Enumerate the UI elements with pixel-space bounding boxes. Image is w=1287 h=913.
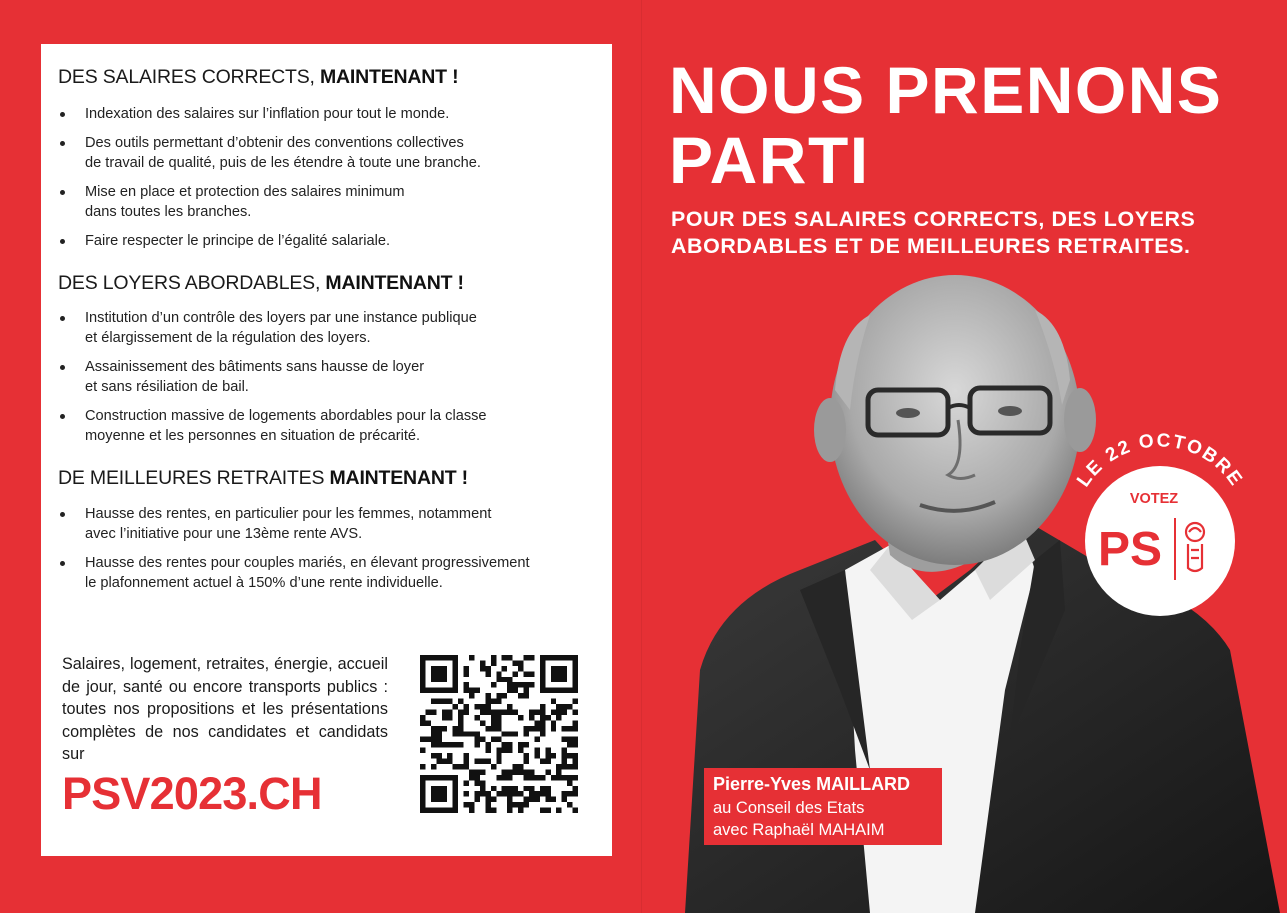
- candidate-name: Pierre-Yves MAILLARD: [713, 774, 911, 794]
- bullet-item: Institution d’un contrôle des loyers par une instance publique et élargissement de la régulation des loyers.: [58, 308, 588, 348]
- candidate-running-mate: avec Raphaël MAHAIM: [713, 821, 885, 839]
- candidate-role: au Conseil des Etats: [713, 799, 865, 817]
- bullet-item: Assainissement des bâtiments sans hausse de loyer et sans résiliation de bail.: [58, 357, 588, 397]
- bullet-item: Hausse des rentes, en particulier pour les femmes, notamment avec l’initiative pour une 13ème rente AVS.: [58, 504, 588, 544]
- headline: NOUS PRENONS PARTI: [669, 53, 1223, 197]
- bullet-item: Mise en place et protection des salaires minimum dans toutes les branches.: [58, 182, 588, 222]
- bullet-item: Indexation des salaires sur l’inflation pour tout le monde.: [58, 104, 588, 124]
- section-heading-loyers: DES LOYERS ABORDABLES, MAINTENANT !: [58, 272, 464, 294]
- bullet-item: Des outils permettant d’obtenir des conventions collectives de travail de qualité, puis de les étendre à toute une branche.: [58, 133, 588, 173]
- section-heading-salaires: DES SALAIRES CORRECTS, MAINTENANT !: [58, 66, 459, 88]
- badge-vote-text: VOTEZ: [1129, 491, 1179, 507]
- badge-party-text: PS: [1097, 523, 1163, 576]
- candidate-caption: [704, 768, 942, 845]
- info-paragraph: Salaires, logement, retraites, énergie, accueil de jour, santé ou encore transports publics : toutes nos propositions et les présentations complètes de nos candidates et candidats sur: [62, 655, 388, 764]
- section-heading-retraites: DE MEILLEURES RETRAITES MAINTENANT !: [58, 467, 468, 489]
- badge-arc-text: LE 22 OCTOBRE: [1073, 430, 1247, 491]
- bullet-list-loyers: [58, 308, 588, 455]
- qr-code[interactable]: [420, 655, 578, 813]
- subheadline: POUR DES SALAIRES CORRECTS, DES LOYERS ABORDABLES ET DE MEILLEURES RETRAITES.: [671, 207, 1196, 258]
- bullet-item: Faire respecter le principe de l’égalité salariale.: [58, 231, 588, 251]
- bullet-list-salaires: [58, 104, 588, 260]
- bullet-list-retraites: [58, 504, 588, 602]
- bullet-item: Construction massive de logements abordables pour la classe moyenne et les personnes en situation de précarité.: [58, 406, 588, 446]
- bullet-item: Hausse des rentes pour couples mariés, en élevant progressivement le plafonnement actuel à 150% d’une rente individuelle.: [58, 553, 588, 593]
- website-link[interactable]: PSV2023.CH: [62, 768, 322, 819]
- program-panel: [41, 44, 612, 856]
- vote-badge: [1055, 428, 1265, 638]
